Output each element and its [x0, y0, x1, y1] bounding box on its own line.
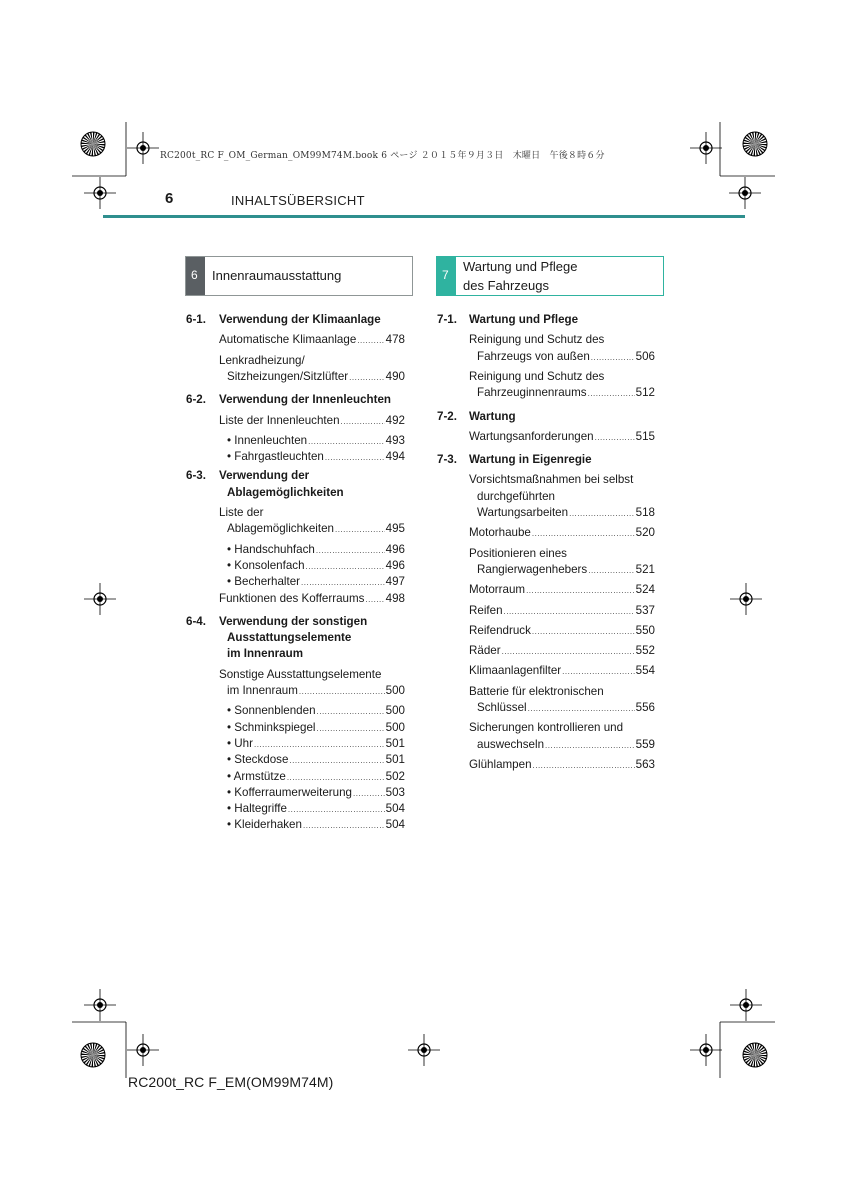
toc-page-number: 503	[385, 785, 405, 799]
crop-mark-part	[755, 1052, 767, 1055]
crop-mark-part	[93, 144, 101, 154]
toc-entry[interactable]	[227, 522, 405, 536]
toc-entry-line[interactable]: Positionieren eines	[469, 546, 567, 560]
crop-mark-part	[81, 1055, 93, 1058]
crop-mark-part	[700, 1044, 712, 1056]
crop-mark-part	[93, 1055, 99, 1066]
crop-mark-part	[755, 144, 767, 149]
crop-mark-part	[83, 144, 93, 152]
section-7-number: 7	[437, 257, 456, 295]
crop-mark-part	[140, 1047, 146, 1053]
subsection-number: 7-1.	[437, 313, 457, 326]
toc-entry-label: Reifendruck	[469, 623, 531, 637]
crop-mark-part	[90, 1043, 93, 1055]
crop-mark-part	[755, 1055, 763, 1065]
crop-mark-part	[81, 1053, 93, 1055]
section-7-header[interactable]	[436, 256, 664, 296]
crop-mark-part	[83, 1048, 93, 1055]
crop-mark-part	[755, 138, 766, 144]
toc-entry-line[interactable]: Liste der	[219, 506, 264, 519]
toc-entry[interactable]	[227, 721, 405, 735]
crop-mark-part	[421, 1047, 427, 1053]
toc-page-number: 500	[385, 684, 405, 697]
toc-page-number: 556	[635, 701, 655, 714]
leader-dots	[287, 774, 385, 782]
subsection-title[interactable]: Wartung und Pflege	[469, 313, 579, 326]
leader-dots	[303, 822, 385, 830]
leader-dots	[365, 596, 384, 604]
crop-mark-part	[755, 1043, 760, 1055]
crop-mark-part	[740, 593, 752, 605]
crop-mark-part	[87, 1044, 93, 1055]
crop-mark-part	[93, 144, 99, 155]
toc-entry-label: • Steckdose	[227, 753, 289, 767]
toc-page-number: 495	[385, 522, 405, 536]
crop-mark-part	[93, 1049, 104, 1055]
crop-mark-part	[755, 134, 762, 144]
toc-page-number: 497	[385, 575, 405, 589]
toc-page-number: 500	[385, 720, 405, 734]
crop-mark-part	[753, 1055, 755, 1067]
toc-page-number: 478	[385, 333, 405, 347]
toc-entry-line[interactable]: Reinigung und Schutz des	[469, 369, 605, 383]
leader-dots	[526, 587, 635, 595]
toc-page-number: 559	[635, 737, 655, 751]
crop-mark-part	[93, 144, 105, 149]
crop-mark-part	[93, 1043, 98, 1055]
crop-mark-part	[743, 144, 755, 147]
crop-mark-part	[755, 132, 757, 144]
toc-entry-label: Liste der Innenleuchten	[219, 413, 340, 427]
crop-mark-part	[91, 1055, 93, 1067]
toc-entry[interactable]	[227, 575, 405, 589]
crop-mark-part	[81, 1043, 105, 1067]
leader-dots	[325, 454, 385, 462]
leader-dots	[353, 790, 385, 798]
toc-entry-label: Glühlampen	[469, 757, 532, 771]
toc-page-number: 518	[635, 506, 655, 519]
toc-entry[interactable]	[469, 604, 655, 618]
section-7-title-line1: Wartung und Pflege	[463, 259, 578, 274]
toc-entry-label: • Armstütze	[227, 769, 286, 783]
subsection-title[interactable]: Verwendung der sonstigen	[219, 614, 368, 628]
toc-entry[interactable]	[227, 434, 405, 448]
toc-entry-label: • Haltegriffe	[227, 802, 287, 816]
subsection-number: 7-3.	[437, 453, 457, 467]
crop-mark-part	[744, 144, 755, 150]
crop-mark-part	[755, 1043, 757, 1055]
leader-dots	[306, 563, 385, 571]
toc-entry[interactable]	[227, 704, 405, 718]
crop-mark-part	[88, 1055, 93, 1067]
leader-dots	[591, 354, 635, 362]
leader-dots	[308, 438, 385, 446]
toc-entry-label: • Innenleuchten	[227, 433, 308, 447]
toc-entry[interactable]	[477, 350, 655, 364]
toc-entry-label: Wartungsarbeiten	[477, 506, 569, 519]
toc-entry[interactable]	[227, 684, 405, 698]
crop-mark-part	[93, 1047, 103, 1055]
crop-mark-part	[81, 132, 105, 156]
toc-page-number: 490	[385, 369, 405, 383]
crop-mark-part	[752, 1043, 755, 1055]
leader-dots	[335, 526, 385, 534]
toc-entry-line[interactable]: Reinigung und Schutz des	[469, 333, 605, 347]
crop-mark-part	[137, 1044, 149, 1056]
leader-dots	[254, 741, 385, 749]
toc-page-number: 563	[635, 757, 655, 771]
section-6-header[interactable]	[185, 256, 413, 296]
toc-page-number: 498	[385, 591, 405, 605]
toc-entry-label: Ablagemöglichkeiten	[227, 522, 334, 536]
crop-mark-part	[137, 142, 149, 154]
toc-page-number: 554	[635, 664, 655, 678]
toc-page-number: 506	[635, 349, 655, 363]
toc-entry-label: Reifen	[469, 603, 503, 617]
crop-mark-part	[93, 144, 103, 151]
crop-mark-part	[93, 1055, 105, 1060]
toc-page-number: 524	[635, 583, 655, 597]
toc-entry-label: im Innenraum	[227, 684, 298, 697]
subsection-title[interactable]: Verwendung der	[219, 469, 310, 483]
toc-entry[interactable]	[227, 802, 405, 816]
crop-mark-part	[93, 1052, 105, 1055]
toc-entry-label: Funktionen des Kofferraums	[219, 591, 365, 605]
toc-entry-line[interactable]: Batterie für elektronischen	[469, 684, 604, 698]
subsection-title[interactable]: Ablagemöglichkeiten	[227, 485, 344, 499]
toc-entry-label: • Kleiderhaken	[227, 818, 302, 832]
crop-mark-part	[743, 139, 755, 144]
toc-entry[interactable]	[227, 753, 405, 767]
toc-entry[interactable]	[227, 818, 405, 832]
toc-page-number: 502	[385, 769, 405, 783]
document-code: RC200t_RC F_EM(OM99M74M)	[128, 1074, 334, 1090]
crop-mark-part	[93, 138, 104, 144]
leader-dots	[301, 579, 385, 587]
toc-page-number: 504	[385, 818, 405, 832]
subsection-number: 6-4.	[186, 614, 206, 628]
toc-page-number: 492	[385, 413, 405, 427]
crop-mark-part	[755, 1055, 767, 1057]
toc-page-number: 521	[635, 562, 655, 576]
crop-mark-part	[755, 1049, 766, 1055]
subsection-title[interactable]: Wartung	[469, 409, 516, 423]
crop-mark-part	[86, 144, 93, 154]
header-rule	[103, 215, 745, 218]
toc-entry[interactable]	[227, 543, 405, 557]
crop-mark-part	[93, 1043, 95, 1055]
leader-dots	[316, 547, 385, 555]
subsection-title[interactable]: im Innenraum	[227, 647, 304, 661]
crop-mark-part	[742, 190, 748, 196]
toc-entry-label: • Schminkspiegel	[227, 720, 316, 734]
crop-mark-part	[743, 1055, 755, 1058]
crop-mark-part	[755, 144, 765, 151]
toc-entry[interactable]	[469, 430, 655, 444]
toc-entry[interactable]	[227, 559, 405, 573]
toc-page-number: 496	[385, 542, 405, 556]
crop-mark-part	[91, 144, 93, 156]
leader-dots	[569, 510, 635, 518]
crop-mark-part	[700, 142, 712, 154]
leader-dots	[299, 688, 385, 696]
toc-entry-label: Motorraum	[469, 583, 526, 597]
crop-mark-part	[748, 1055, 755, 1065]
toc-page-number: 501	[385, 753, 405, 767]
crop-mark-part	[745, 1055, 755, 1063]
crop-mark-part	[755, 132, 760, 144]
crop-mark-part	[94, 999, 106, 1011]
crop-mark-part	[755, 144, 761, 155]
subsection-number: 7-2.	[437, 409, 457, 423]
toc-entry-label: Fahrzeugs von außen	[477, 349, 590, 363]
crop-mark-part	[93, 1055, 103, 1062]
crop-mark-part	[753, 144, 755, 156]
toc-page-number: 512	[635, 386, 655, 400]
toc-entry[interactable]	[469, 583, 655, 597]
crop-mark-part	[755, 1047, 765, 1055]
crop-mark-part	[755, 1055, 765, 1062]
leader-dots	[357, 337, 384, 345]
leader-dots	[588, 390, 635, 398]
toc-entry-line[interactable]: Sonstige Ausstattungselemente	[219, 667, 382, 681]
crop-mark-part	[97, 1002, 103, 1008]
leader-dots	[528, 705, 635, 713]
crop-mark-part	[755, 136, 765, 144]
leader-dots	[502, 648, 635, 656]
crop-mark-part	[745, 1048, 755, 1055]
crop-mark-part	[750, 1055, 755, 1067]
toc-entry-line[interactable]: Vorsichtsmaßnahmen bei selbst	[469, 473, 634, 487]
crop-mark-part	[743, 1043, 767, 1067]
crop-mark-part	[755, 144, 767, 146]
toc-page-number: 550	[635, 623, 655, 637]
leader-dots	[595, 434, 635, 442]
toc-entry[interactable]	[219, 333, 405, 347]
leader-dots	[288, 806, 385, 814]
toc-entry-label: Klimaanlagenfilter	[469, 664, 562, 678]
crop-mark-part	[750, 144, 755, 156]
subsection-title[interactable]: Ausstattungselemente	[227, 631, 352, 645]
toc-entry[interactable]	[469, 664, 655, 678]
section-6-number: 6	[186, 257, 205, 295]
toc-entry-label: Sitzheizungen/Sitzlüfter	[227, 369, 349, 383]
crop-mark-part	[755, 144, 763, 154]
crop-mark-part	[81, 1050, 93, 1055]
crop-mark-part	[81, 144, 93, 147]
crop-mark-part	[743, 596, 749, 602]
toc-page-number: 496	[385, 558, 405, 572]
leader-dots	[349, 374, 384, 382]
crop-mark-part	[81, 142, 93, 144]
toc-entry-label: Rangierwagenhebers	[477, 562, 588, 576]
toc-entry-label: • Becherhalter	[227, 575, 301, 589]
crop-mark-part	[745, 137, 755, 144]
crop-mark-part	[740, 999, 752, 1011]
toc-entry-label: • Fahrgastleuchten	[227, 450, 324, 464]
leader-dots	[532, 628, 635, 636]
toc-entry-label: Motorhaube	[469, 526, 531, 540]
crop-mark-part	[755, 1055, 758, 1067]
leader-dots	[316, 725, 384, 733]
toc-page-number: 504	[385, 802, 405, 816]
toc-entry-line[interactable]: durchgeführten	[477, 489, 555, 503]
crop-mark-part	[93, 132, 98, 144]
crop-mark-part	[747, 134, 755, 144]
leader-dots	[533, 762, 635, 770]
toc-entry[interactable]	[227, 786, 405, 800]
toc-entry[interactable]	[227, 737, 405, 751]
crop-mark-part	[755, 1055, 761, 1066]
toc-entry[interactable]	[219, 592, 405, 606]
crop-mark-part	[85, 1045, 93, 1055]
toc-entry-label: Automatische Klimaanlage	[219, 333, 357, 347]
leader-dots	[317, 708, 385, 716]
crop-mark-part	[755, 1045, 762, 1055]
toc-entry[interactable]	[477, 563, 655, 577]
crop-mark-part	[85, 134, 93, 144]
crop-mark-part	[93, 136, 103, 144]
section-6-title: Innenraumausstattung	[212, 268, 342, 283]
leader-dots	[532, 530, 635, 538]
toc-entry-label: • Handschuhfach	[227, 542, 315, 556]
subsection-title[interactable]: Wartung in Eigenregie	[469, 453, 592, 467]
toc-page-number: 552	[635, 644, 655, 658]
crop-mark-part	[752, 132, 755, 144]
crop-mark-part	[743, 1050, 755, 1055]
toc-entry-line[interactable]: Sicherungen kontrollieren und	[469, 721, 624, 735]
toc-entry-label: • Konsolenfach	[227, 558, 305, 572]
crop-mark-part	[703, 1047, 709, 1053]
toc-page-number: 520	[635, 526, 655, 540]
book-file-info: RC200t_RC F_OM_German_OM99M74M.book 6 ページ ２０１５年９月３日 木曜日 午後８時６分	[160, 151, 605, 161]
toc-page-number: 500	[385, 704, 405, 718]
toc-entry-label: Räder	[469, 644, 501, 658]
toc-entry-label: • Kofferraumerweiterung	[227, 785, 352, 799]
crop-mark-part	[88, 144, 93, 156]
crop-mark-part	[703, 145, 709, 151]
crop-mark-part	[87, 133, 93, 144]
toc-page-number: 501	[385, 736, 405, 750]
crop-mark-part	[93, 1055, 105, 1057]
leader-dots	[545, 742, 635, 750]
crop-mark-part	[755, 144, 758, 156]
crop-mark-part	[743, 1002, 749, 1008]
crop-mark-part	[86, 1055, 93, 1065]
crop-mark-part	[93, 1055, 96, 1067]
crop-mark-part	[743, 1053, 755, 1055]
toc-entry[interactable]	[469, 624, 655, 638]
toc-entry[interactable]	[227, 450, 405, 464]
crop-mark-part	[97, 596, 103, 602]
toc-entry[interactable]	[477, 738, 655, 752]
leader-dots	[289, 757, 384, 765]
crop-mark-part	[747, 1045, 755, 1055]
page-title: INHALTSÜBERSICHT	[231, 193, 365, 208]
crop-mark-part	[82, 1055, 93, 1061]
crop-mark-part	[82, 144, 93, 150]
toc-entry-label: • Uhr	[227, 736, 253, 750]
toc-entry-label: Fahrzeuginnenraums	[477, 386, 587, 400]
leader-dots	[588, 567, 634, 575]
toc-page-number: 493	[385, 433, 405, 447]
crop-mark-part	[93, 1055, 101, 1065]
subsection-number: 6-2.	[186, 393, 206, 407]
toc-entry[interactable]	[227, 770, 405, 784]
toc-entry[interactable]	[469, 758, 655, 772]
toc-page-number: 494	[385, 450, 405, 464]
crop-mark-part	[83, 137, 93, 144]
toc-entry-label: • Sonnenblenden	[227, 704, 316, 718]
toc-entry-line[interactable]: Lenkradheizung/	[219, 353, 305, 367]
crop-mark-part	[749, 1044, 755, 1055]
toc-entry-label: Wartungsanforderungen	[469, 429, 594, 443]
crop-mark-part	[83, 1055, 93, 1063]
subsection-title[interactable]: Verwendung der Innenleuchten	[219, 393, 391, 407]
toc-page-number: 537	[635, 603, 655, 617]
crop-mark-part	[93, 134, 100, 144]
toc-entry[interactable]	[227, 370, 405, 384]
crop-mark-part	[745, 144, 755, 152]
crop-mark-part	[93, 141, 105, 144]
page-number: 6	[165, 190, 174, 207]
toc-entry-label: auswechseln	[477, 737, 545, 751]
crop-mark-part	[93, 144, 96, 156]
crop-mark-part	[81, 139, 93, 144]
crop-mark-part	[93, 132, 95, 144]
toc-entry[interactable]	[469, 526, 655, 540]
crop-mark-part	[140, 145, 146, 151]
toc-entry-label: Schlüssel	[477, 701, 527, 714]
crop-mark-part	[749, 133, 755, 144]
crop-mark-part	[418, 1044, 430, 1056]
crop-mark-part	[744, 1055, 755, 1061]
crop-mark-part	[90, 132, 93, 144]
subsection-number: 6-3.	[186, 469, 206, 483]
subsection-number: 6-1.	[186, 313, 206, 326]
crop-mark-part	[743, 142, 755, 144]
toc-entry[interactable]	[477, 506, 655, 520]
leader-dots	[562, 668, 635, 676]
crop-mark-part	[93, 144, 105, 146]
crop-mark-part	[755, 1055, 767, 1060]
toc-entry[interactable]	[477, 701, 655, 715]
toc-entry[interactable]	[469, 644, 655, 658]
crop-mark-part	[743, 132, 767, 156]
crop-mark-part	[748, 144, 755, 154]
crop-mark-part	[93, 1045, 100, 1055]
toc-entry[interactable]	[477, 386, 655, 400]
crop-mark-part	[739, 187, 751, 199]
crop-mark-part	[94, 187, 106, 199]
leader-dots	[504, 608, 635, 616]
section-7-title-line2: des Fahrzeugs	[463, 278, 549, 293]
crop-mark-part	[97, 190, 103, 196]
toc-page-number: 515	[635, 429, 655, 443]
crop-mark-part	[755, 141, 767, 144]
leader-dots	[341, 418, 385, 426]
crop-mark-part	[94, 593, 106, 605]
toc-entry[interactable]	[219, 414, 405, 428]
subsection-title[interactable]: Verwendung der Klimaanlage	[219, 313, 381, 326]
